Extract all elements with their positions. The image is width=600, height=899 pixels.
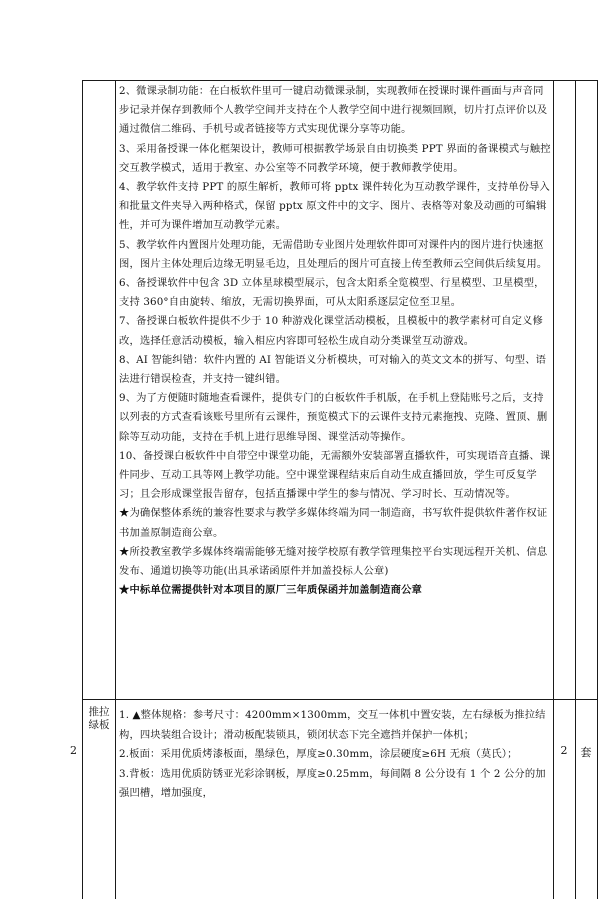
spec-paragraph: 2.板面：采用优质烤漆板面，墨绿色，厚度≥0.30mm，涂层硬度≥6H 无痕（莫氏）；: [119, 748, 518, 761]
procurement-spec-table: 2、微课录制功能：在白板软件里可一键启动微课录制，实现教师在授课时课件画面与声音同步记录并保存到教师个人教学空间并支持在个人教学空间中进行视频回顾，切片打点评价以及通过微信二维码、手机号或者链接等方式实现优课分享等功能。 3、采用备授课一体化框架设计，教师可根据教学场景自由切换类 PPT 界面的备课模式与触控交互教学模式，适用于教室、办公室等不同教学环境，便于教师教学使用。 4、教学软件支持 PPT 的原生解析，教师可将 pptx 课件转化为互动教学课件，支持单份导入和批量文件夹导入两种格式，保留 pptx 原文件中的文字、图片、表格等对象及动画的可编辑性，并可为课件增加互动教学元素。 5、教学软件内置图片处理功能，无需借助专业图片处理软件即可对课件内的图片进行快速抠图，图片主体处理后边缘无明显毛边，且处理后的图片可直接上传至教师云空间供后续复用。 6、备授课软件中包含 3D 立体星球模型展示，包含太阳系全览模型、行星模型、卫星模型，支持 360°自由旋转、缩放，无需切换界面，可从太阳系逐层定位至卫星。 7、备授课白板软件提供不少于 10 种游戏化课堂活动模板，且模板中的教学素材可自定义修改，选择任意活动模板，输入相应内容即可轻松生成自动分类课堂互动游戏。 8、AI 智能纠错：软件内置的 AI 智能语义分析模块，可对输入的英文文本的拼写、句型、语法进行错误检查，并支持一键纠错。 9、为了方便随时随地查看课件，提供专门的白板软件手机版，在手机上登陆账号之后，支持以列表的方式查看该账号里所有云课件，预览模式下的云课件支持元素拖拽、克隆、置顶、删除等互动功能，支持在手机上进行思维导图、课堂活动等操作。 10、备授课白板软件中自带空中课堂功能，无需额外安装部署直播软件，可实现语音直播、课件同步、互动工具等网上教学功能。空中课堂课程结束后自动生成直播回放，学生可反复学习；且会形成课堂报告留存，包括直播课中学生的参与情况、学习时长、互动情况等。 ★为确保整体系统的兼容性要求与教学多媒体终端为同一制造商，书写软件提供软件著作权证书加盖原制造商公章。 ★所投教室教学多媒体终端需能够无缝对接学校原有教学管理集控平台实现远程开关机、信息发布、通道切换等功能(出具承诺函原件并加盖投标人公章) ★中标单位需提供针对本项目的原厂三年质保函并加盖制造商公章 2 推拉绿板 1. ▲整体规格：参考尺寸：4200mm×1300mm，交互一体机中置安装，左右绿板为推拉结构，四块装组合设计；滑动板配装锁具，锁闭状态下完全遮挡并保护一体机； 2.板面：采用优质烤漆板面，墨绿色，厚度≥0.30mm，涂层硬度≥6H 无痕（莫氏）； 3.背板：选用优质防锈亚光彩涂钢板，厚度≥0.25mm，每间隔 8 公分设有 1 个 2 公分的加强凹槽，增加强度， 2 套: [0, 0, 600, 899]
spec-paragraph: 4、教学软件支持 PPT 的原生解析，教师可将 pptx 课件转化为互动教学课件，支持单份导入和批量文件夹导入两种格式，保留 pptx 原文件中的文字、图片、表格等对象及动画的可编辑性，并可为课件增加互动教学元素。: [119, 181, 550, 232]
spec-paragraph: 6、备授课软件中包含 3D 立体星球模型展示，包含太阳系全览模型、行星模型、卫星模型，支持 360°自由旋转、缩放，无需切换界面，可从太阳系逐层定位至卫星。: [119, 277, 545, 309]
spec-paragraph: 3、采用备授课一体化框架设计，教师可根据教学场景自由切换类 PPT 界面的备课模式与触控交互教学模式，适用于教室、办公室等不同教学环境，便于教师教学使用。: [119, 142, 551, 174]
item-description: [119, 706, 552, 804]
column-divider-desc: [553, 80, 554, 899]
spec-paragraph: 3.背板：选用优质防锈亚光彩涂钢板，厚度≥0.25mm，每间隔 8 公分设有 1 个 2 公分的加强凹槽，增加强度，: [119, 767, 546, 800]
row-divider: [82, 699, 598, 700]
spec-paragraph: 8、AI 智能纠错：软件内置的 AI 智能语义分析模块，可对输入的英文文本的拼写、句型、语法进行错误检查，并支持一键纠错。: [119, 353, 547, 386]
item-name: 推拉绿板: [88, 706, 110, 731]
spec-paragraph: 10、备授课白板软件中自带空中课堂功能，无需额外安装部署直播软件，可实现语音直播、课件同步、互动工具等网上教学功能。空中课堂课程结束后自动生成直播回放，学生可反复学习；且会形成课堂报告留存，包括直播课中学生的参与情况、学习时长、互动情况等。: [119, 449, 551, 501]
continued-row-description: [119, 82, 552, 600]
column-divider-name: [115, 80, 116, 899]
table-border-top: [82, 80, 598, 81]
item-quantity: 2: [560, 744, 568, 757]
spec-paragraph: 1. ▲整体规格：参考尺寸：4200mm×1300mm，交互一体机中置安装，左右绿板为推拉结构，四块装组合设计；滑动板配装锁具，锁闭状态下完全遮挡并保护一体机；: [119, 709, 546, 741]
warranty-requirement: ★中标单位需提供针对本项目的原厂三年质保函并加盖制造商公章: [119, 584, 422, 597]
requirement-note: ★为确保整体系统的兼容性要求与教学多媒体终端为同一制造商，书写软件提供软件著作权证书加盖原制造商公章。: [119, 507, 548, 539]
spec-paragraph: 2、微课录制功能：在白板软件里可一键启动微课录制，实现教师在授课时课件画面与声音同步记录并保存到教师个人教学空间并支持在个人教学空间中进行视频回顾，切片打点评价以及通过微信二维码、手机号或者链接等方式实现优课分享等功能。: [119, 85, 548, 136]
table-border-left: [82, 80, 83, 899]
column-divider-qty: [575, 80, 576, 899]
item-unit: 套: [580, 746, 592, 759]
requirement-note: ★所投教室教学多媒体终端需能够无缝对接学校原有教学管理集控平台实现远程开关机、信息发布、通道切换等功能(出具承诺函原件并加盖投标人公章): [119, 545, 548, 578]
spec-paragraph: 5、教学软件内置图片处理功能，无需借助专业图片处理软件即可对课件内的图片进行快速抠图，图片主体处理后边缘无明显毛边，且处理后的图片可直接上传至教师云空间供后续复用。: [119, 238, 548, 270]
spec-paragraph: 9、为了方便随时随地查看课件，提供专门的白板软件手机版，在手机上登陆账号之后，支持以列表的方式查看该账号里所有云课件，预览模式下的云课件支持元素拖拽、克隆、置顶、删除等互动功能，支持在手机上进行思维导图、课堂活动等操作。: [119, 392, 548, 443]
table-border-right: [597, 80, 598, 899]
spec-paragraph: 7、备授课白板软件提供不少于 10 种游戏化课堂活动模板，且模板中的教学素材可自定义修改，选择任意活动模板，输入相应内容即可轻松生成自动分类课堂互动游戏。: [119, 315, 543, 347]
